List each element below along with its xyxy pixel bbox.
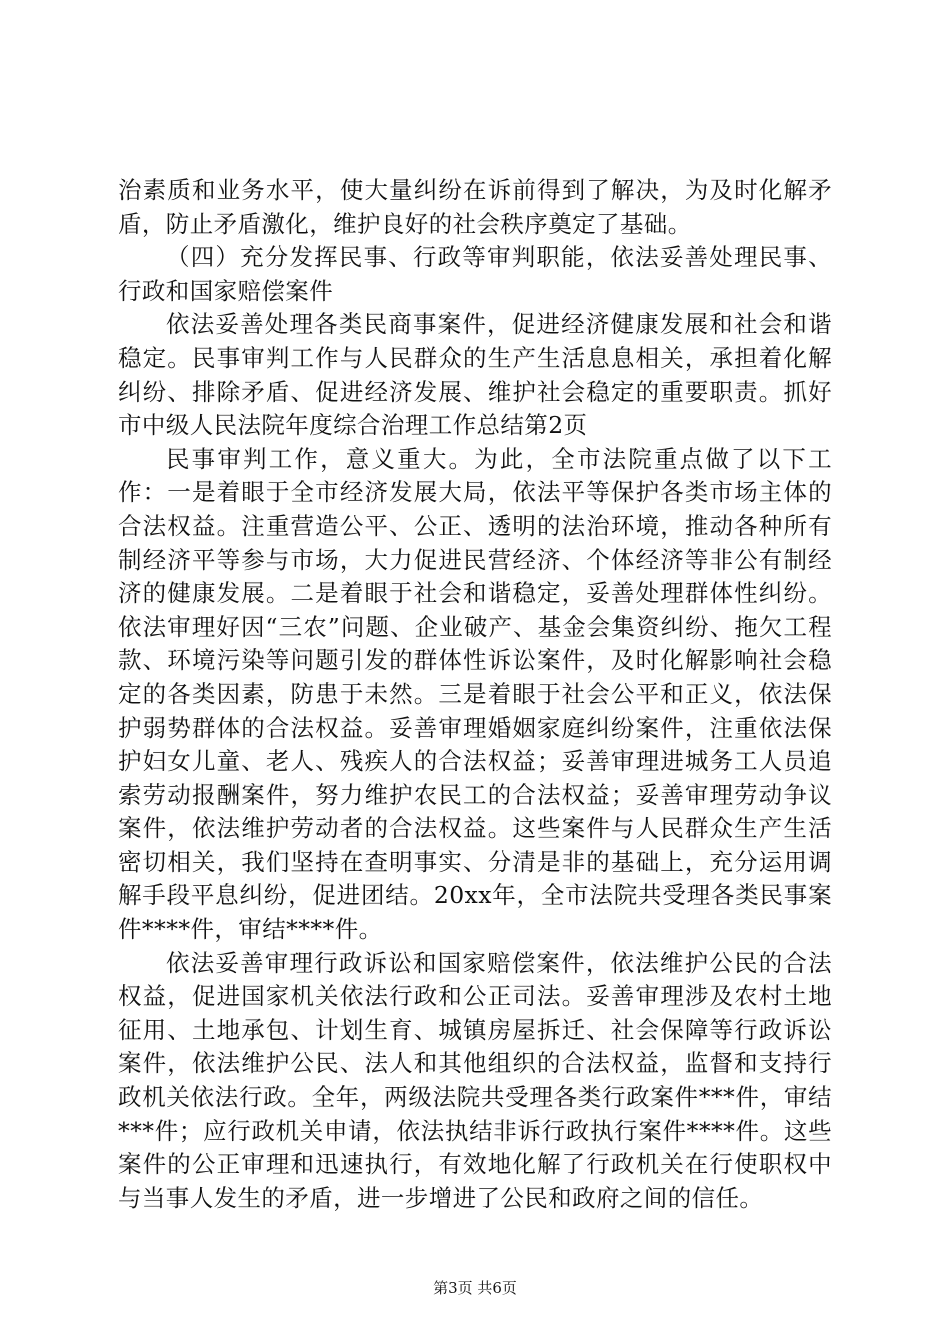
paragraph: 民事审判工作，意义重大。为此，全市法院重点做了以下工作：一是着眼于全市经济发展大局，依法平等保护各类市场主体的合法权益。注重营造公平、公正、透明的法治环境，推动各种所有制经济平等参与市场，大力促进民营经济、个体经济等非公有制经济的健康发展。二是着眼于社会和谐稳定，妥善处理群体性纠纷。依法审理好因“三农”问题、企业破产、基金会集资纠纷、拖欠工程款、环境污染等问题引发的群体性诉讼案件，及时化解影响社会稳定的各类因素，防患于未然。三是着眼于社会公平和正义，依法保护弱势群体的合法权益。妥善审理婚姻家庭纠纷案件，注重依法保护妇女儿童、老人、残疾人的合法权益；妥善审理进城务工人员追索劳动报酬案件，努力维护农民工的合法权益；妥善审理劳动争议案件，依法维护劳动者的合法权益。这些案件与人民群众生产生活密切相关，我们坚持在查明事实、分清是非的基础上，充分运用调解手段平息纠纷，促进团结。20xx年，全市法院共受理各类民事案件****件，审结****件。 — [118, 444, 832, 944]
paragraph: 依法妥善处理各类民商事案件，促进经济健康发展和社会和谐稳定。民事审判工作与人民群众的生产生活息息相关，承担着化解纠纷、排除矛盾、促进经济发展、维护社会稳定的重要职责。抓好市中级人民法院年度综合治理工作总结第2页 — [118, 310, 832, 440]
paragraph-continuation: 治素质和业务水平，使大量纠纷在诉前得到了解决，为及时化解矛盾，防止矛盾激化，维护良好的社会秩序奠定了基础。 — [118, 176, 832, 238]
paragraph: 依法妥善审理行政诉讼和国家赔偿案件，依法维护公民的合法权益，促进国家机关依法行政和公正司法。妥善审理涉及农村土地征用、土地承包、计划生育、城镇房屋拆迁、社会保障等行政诉讼案件，依法维护公民、法人和其他组织的合法权益，监督和支持行政机关依法行政。全年，两级法院共受理各类行政案件***件，审结***件；应行政机关申请，依法执结非诉行政执行案件****件。这些案件的公正审理和迅速执行，有效地化解了行政机关在行使职权中与当事人发生的矛盾，进一步增进了公民和政府之间的信任。 — [118, 948, 832, 1212]
page-number-footer: 第3页 共6页 — [433, 1279, 517, 1297]
document-body — [118, 174, 832, 1215]
section-heading: （四）充分发挥民事、行政等审判职能，依法妥善处理民事、行政和国家赔偿案件 — [118, 243, 832, 305]
